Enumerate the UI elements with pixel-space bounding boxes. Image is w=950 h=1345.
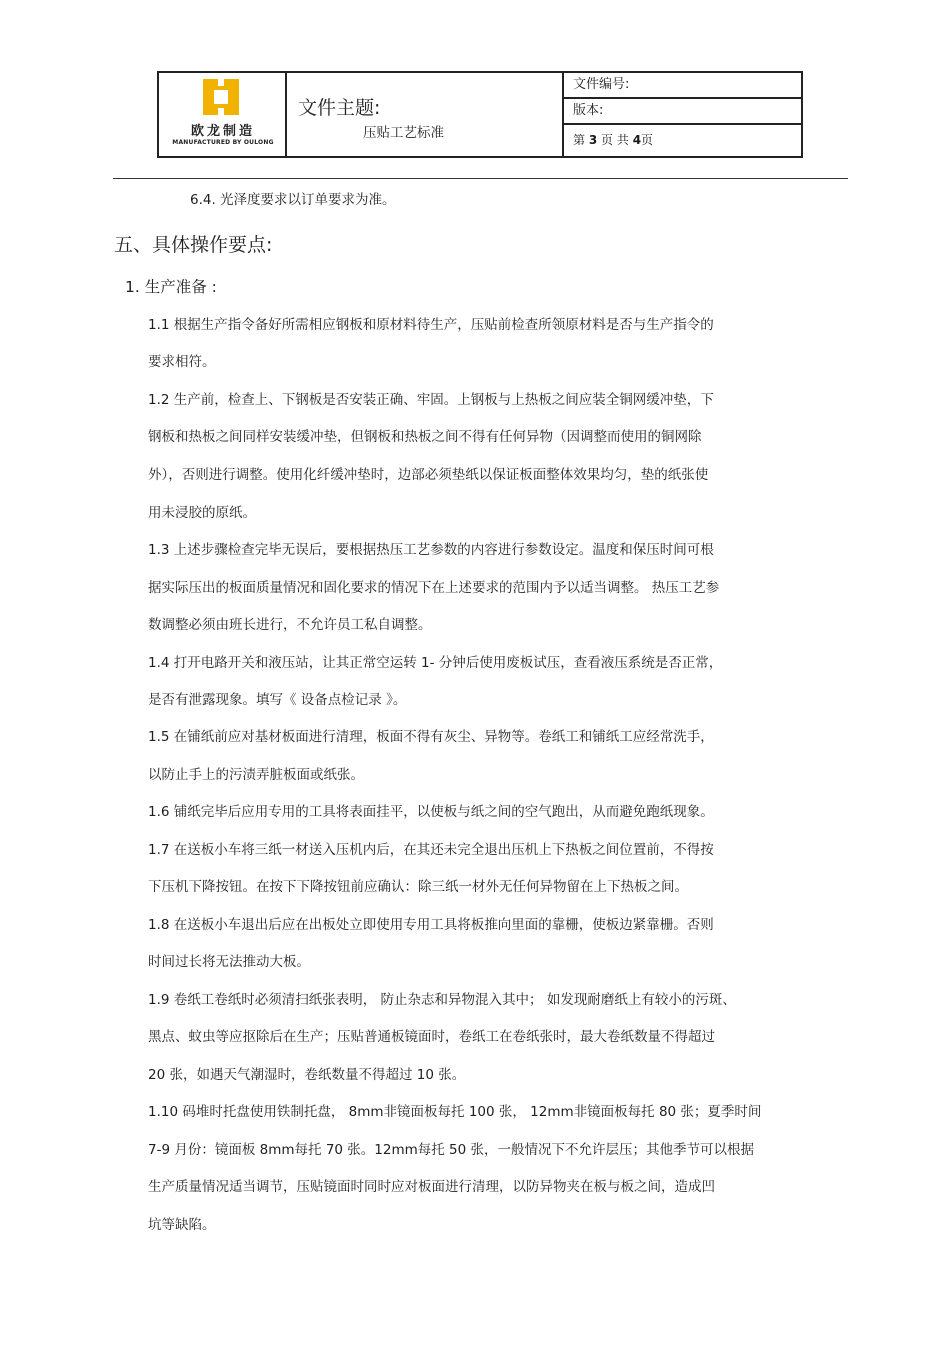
text-line: 外），否则进行调整。使用化纤缓冲垫时，边部必须垫纸以保证板面整体效果均匀，垫的纸张使 [148,467,709,483]
version-row [564,99,801,125]
text-line: 1.9 卷纸工卷纸时必须清扫纸张表明， 防止杂志和异物混入其中； 如发现耐磨纸上有较小的污斑、 [148,992,736,1008]
text-line: 7-9 月份：镜面板 8mm每托 70 张。12mm每托 50 张，一般情况下不允许层压；其他季节可以根据 [148,1142,755,1158]
text-line: 用未浸胶的原纸。 [148,505,256,521]
text-line: 1.5 在铺纸前应对基材板面进行清理，板面不得有灰尘、异物等。卷纸工和铺纸工应经常洗手， [148,729,714,745]
text-line: 6.4. 光泽度要求以订单要求为准。 [190,192,396,208]
page-mid: 页 共 [601,133,629,147]
page-total: 4 [632,133,642,147]
text-line: 1.8 在送板小车退出后应在出板处立即使用专用工具将板推向里面的靠栅，使板边紧靠栅。否则 [148,917,714,933]
text-line: 时间过长将无法推动大板。 [148,954,310,970]
logo-brand-en: MANUFACTURED BY OULONG [172,139,274,146]
text-line: 1.7 在送板小车将三纸一材送入压机内后，在其还未完全退出压机上下热板之间位置前，不得按 [148,842,714,858]
text-line: 1.4 打开电路开关和液压站，让其正常空运转 1- 分钟后使用废板试压，查看液压系统是否正常， [148,655,723,671]
page-prefix: 第 [573,133,586,147]
page-current: 3 [588,133,598,147]
text-line: 黑点、蚊虫等应抠除后在生产；压贴普通板镜面时，卷纸工在卷纸张时，最大卷纸数量不得超过 [148,1029,715,1045]
subsection-heading: 1. 生产准备 : [125,278,217,296]
text-line: 1.6 铺纸完毕后应用专用的工具将表面挂平，以使板与纸之间的空气跑出，从而避免跑纸现象。 [148,804,714,820]
meta-cell [564,73,801,156]
text-line: 坑等缺陷。 [148,1217,216,1233]
file-number-row [564,73,801,99]
text-line: 是否有泄露现象。填写《 设备点检记录 》。 [148,692,407,708]
text-line: 据实际压出的板面质量情况和固化要求的情况下在上述要求的范围内予以适当调整。 热压工艺参 [148,580,720,596]
text-line: 数调整必须由班长进行，不允许员工私自调整。 [148,617,432,633]
page-suffix: 页 [641,133,654,147]
text-line: 1.10 码堆时托盘使用铁制托盘， 8mm非镜面板每托 100 张， 12mm非镜面板每托 80 张；夏季时间 [148,1104,762,1120]
file-number-label: 文件编号: [573,77,630,92]
text-line: 以防止手上的污渍弄脏板面或纸张。 [148,767,364,783]
subject-label: 文件主题: [298,97,381,119]
text-line: 下压机下降按钮。在按下下降按钮前应确认：除三纸一材外无任何异物留在上下热板之间。 [148,879,688,895]
logo-cell [159,73,287,156]
text-line: 1.1 根据生产指令备好所需相应钢板和原材料待生产，压贴前检查所领原材料是否与生产指令的 [148,317,714,333]
header-divider [113,178,848,179]
subject-value: 压贴工艺标准 [363,125,444,141]
text-line: 20 张，如遇天气潮湿时，卷纸数量不得超过 10 张。 [148,1067,466,1083]
document-header-table [157,71,803,158]
text-line: 钢板和热板之间同样安装缓冲垫，但钢板和热板之间不得有任何异物（因调整而使用的铜网除 [148,429,702,445]
oulong-logo-icon [203,79,239,115]
text-line: 要求相符。 [148,354,216,370]
text-line: 生产质量情况适当调节，压贴镜面时同时应对板面进行清理，以防异物夹在板与板之间，造成凹 [148,1179,715,1195]
section-heading: 五、具体操作要点: [114,234,273,256]
subject-cell [287,73,564,156]
page-info-row [564,125,801,156]
logo-brand-cn: 欧龙制造 [190,124,255,139]
text-line: 1.3 上述步骤检查完毕无误后，要根据热压工艺参数的内容进行参数设定。温度和保压时间可根 [148,542,714,558]
text-line: 1.2 生产前，检查上、下钢板是否安装正确、牢固。上钢板与上热板之间应装全铜网缓冲垫，下 [148,392,714,408]
version-label: 版本: [573,103,604,118]
